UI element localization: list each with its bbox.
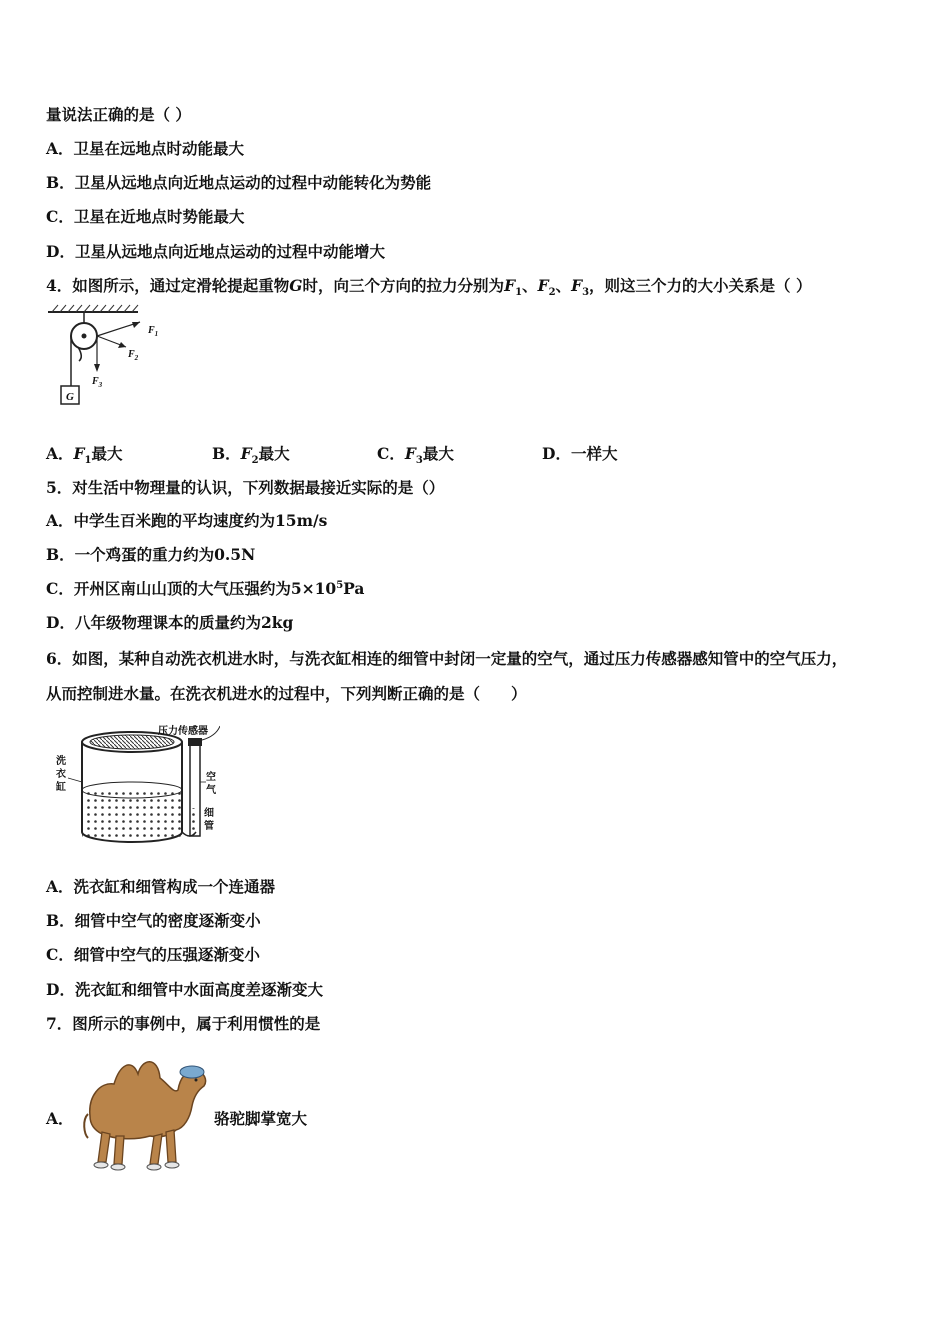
f2-label: $F_2$ bbox=[128, 349, 139, 362]
pulley-diagram bbox=[44, 302, 174, 412]
q5-option-b[interactable]: B．一个鸡蛋的重力约为0.5N bbox=[46, 545, 256, 564]
q6-option-c[interactable]: C．细管中空气的压强逐渐变小 bbox=[46, 945, 260, 964]
q7-option-a-text: 骆驼脚掌宽大 bbox=[214, 1109, 308, 1128]
q4-option-b[interactable]: B．$F_2$最大 bbox=[212, 444, 290, 467]
q6-stem-line1: 6．如图，某种自动洗衣机进水时，与洗衣缸相连的细管中封闭一定量的空气，通过压力传感器感知管中的空气压力， bbox=[46, 649, 848, 668]
sensor-label: 压力传感器 bbox=[158, 726, 208, 737]
q3-option-c[interactable]: C．卫星在近地点时势能最大 bbox=[46, 207, 245, 226]
svg-text:管: 管 bbox=[204, 821, 214, 832]
q4-option-a[interactable]: A．$F_1$最大 bbox=[46, 444, 123, 467]
svg-text:细: 细 bbox=[204, 808, 214, 819]
q7-option-a-label[interactable]: A． bbox=[46, 1109, 74, 1128]
q3-option-d[interactable]: D．卫星从远地点向近地点运动的过程中动能增大 bbox=[46, 242, 385, 261]
q6-option-d[interactable]: D．洗衣缸和细管中水面高度差逐渐变大 bbox=[46, 980, 323, 999]
q5-option-d[interactable]: D．八年级物理课本的质量约为2kg bbox=[46, 613, 294, 632]
q6-stem-line2: 从而控制进水量。在洗衣机进水的过程中，下列判断正确的是（ ） bbox=[46, 684, 527, 703]
weight-label: G bbox=[66, 391, 74, 403]
q3-stem-tail: 量说法正确的是（ ） bbox=[46, 105, 191, 124]
q4-stem: 4．如图所示，通过定滑轮提起重物G时，向三个方向的拉力分别为$F_1$、$F_2$、$F_3$，则这三个力的大小关系是（ ） bbox=[46, 276, 812, 299]
q4-option-d[interactable]: D．一样大 bbox=[542, 444, 618, 463]
q3-option-a[interactable]: A．卫星在远地点时动能最大 bbox=[46, 139, 245, 158]
q3-option-b[interactable]: B．卫星从远地点向近地点运动的过程中动能转化为势能 bbox=[46, 173, 432, 192]
camel-image bbox=[80, 1044, 212, 1172]
q6-option-b[interactable]: B．细管中空气的密度逐渐变小 bbox=[46, 911, 261, 930]
q5-stem: 5．对生活中物理量的认识，下列数据最接近实际的是（） bbox=[46, 478, 445, 497]
svg-text:衣: 衣 bbox=[56, 769, 66, 780]
q4-option-c[interactable]: C．$F_3$最大 bbox=[377, 444, 454, 467]
q5-option-a[interactable]: A．中学生百米跑的平均速度约为15m/s bbox=[46, 511, 328, 530]
washing-machine-diagram bbox=[50, 720, 220, 855]
f1-label: $F_1$ bbox=[148, 325, 159, 338]
svg-text:空: 空 bbox=[206, 772, 216, 783]
q7-stem: 7．图所示的事例中，属于利用惯性的是 bbox=[46, 1014, 321, 1033]
svg-text:气: 气 bbox=[206, 785, 216, 796]
svg-text:缸: 缸 bbox=[56, 782, 66, 793]
q6-option-a[interactable]: A．洗衣缸和细管构成一个连通器 bbox=[46, 877, 276, 896]
svg-text:洗: 洗 bbox=[56, 756, 66, 767]
q4-options-row bbox=[46, 442, 746, 467]
f3-label: $F_3$ bbox=[92, 376, 103, 389]
q5-option-c[interactable]: C．开州区南山山顶的大气压强约为$5\times 10^5Pa$ bbox=[46, 579, 365, 598]
